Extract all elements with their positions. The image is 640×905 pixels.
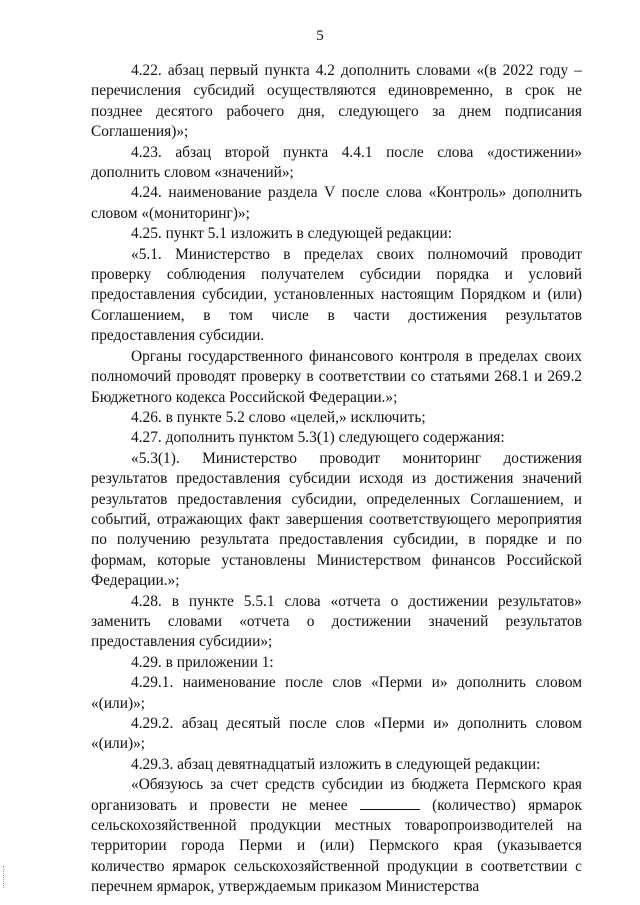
paragraph-4-25: 4.25. пункт 5.1 изложить в следующей редакции:	[131, 225, 452, 243]
paragraph-4-23: 4.23. абзац второй пункта 4.4.1 после слова «достижении» дополнить словом «значений»;	[91, 143, 582, 182]
document-body	[91, 61, 582, 898]
paragraph-4-29-3: 4.29.3. абзац девятнадцатый изложить в следующей редакции:	[131, 755, 541, 773]
paragraph-4-24: 4.24. наименование раздела V после слова «Контроль» дополнить словом «(мониторинг)»;	[91, 184, 582, 222]
paragraph-quote-5-3-1: «5.3(1). Министерство проводит мониторинг достижения результатов предоставления субсидии исходя из достижения значений результатов предоставления субсидии, определенных Соглашением, и событий, отражающих факт завершения соответствующего мероприятия по получению результата предоставления субсидии, в порядке и по формам, которые установлены Министерством финансов Российской Федерации.»;	[91, 449, 582, 590]
paragraph-quote-obligation	[91, 775, 582, 897]
obligation-text-start: «Обязуюсь за счет средств субсидии из бюджета Пермского края организовать и провести не менее	[91, 776, 582, 814]
paragraph-4-29-1: 4.29.1. наименование после слов «Перми и» дополнить словом «(или)»;	[91, 674, 582, 712]
margin-mark	[3, 866, 6, 888]
paragraph-4-29-2: 4.29.2. абзац десятый после слов «Перми и» дополнить словом «(или)»;	[91, 715, 582, 753]
paragraph-4-28: 4.28. в пункте 5.5.1 слова «отчета о достижении результатов» заменить словами «отчета о достижении значений результатов предоставления субсидии»;	[91, 592, 582, 651]
paragraph-4-22: 4.22. абзац первый пункта 4.2 дополнить словами «(в 2022 году – перечисления субсидий осуществляются единовременно, в срок не позднее десятого рабочего дня, следующего за днем подписания Соглашения)»;	[91, 62, 582, 141]
obligation-text-end: (количество) ярмарок сельскохозяйственной продукции местных товаропроизводителей на территории города Перми и (или) Пермского края (указывается количество ярмарок сельскохозяйственной продукции в соответствии с перечнем ярмарок, утверждаемым приказом Министерства	[91, 796, 582, 896]
paragraph-4-27: 4.27. дополнить пунктом 5.3(1) следующего содержания:	[131, 429, 505, 447]
paragraph-financial-control: Органы государственного финансового контроля в пределах своих полномочий проводят проверку в соответствии со статьями 268.1 и 269.2 Бюджетного кодекса Российской Федерации.»;	[91, 347, 582, 406]
paragraph-4-26: 4.26. в пункте 5.2 слово «целей,» исключить;	[131, 408, 426, 426]
blank-fill-line	[360, 797, 420, 810]
page-number: 5	[316, 28, 324, 44]
paragraph-4-29: 4.29. в приложении 1:	[131, 653, 274, 671]
paragraph-quote-5-1: «5.1. Министерство в пределах своих полномочий проводит проверку соблюдения получателем субсидии порядка и условий предоставления субсидии, установленных настоящим Порядком и (или) Соглашением, в том числе в части достижения результатов предоставления субсидии.	[91, 245, 582, 345]
